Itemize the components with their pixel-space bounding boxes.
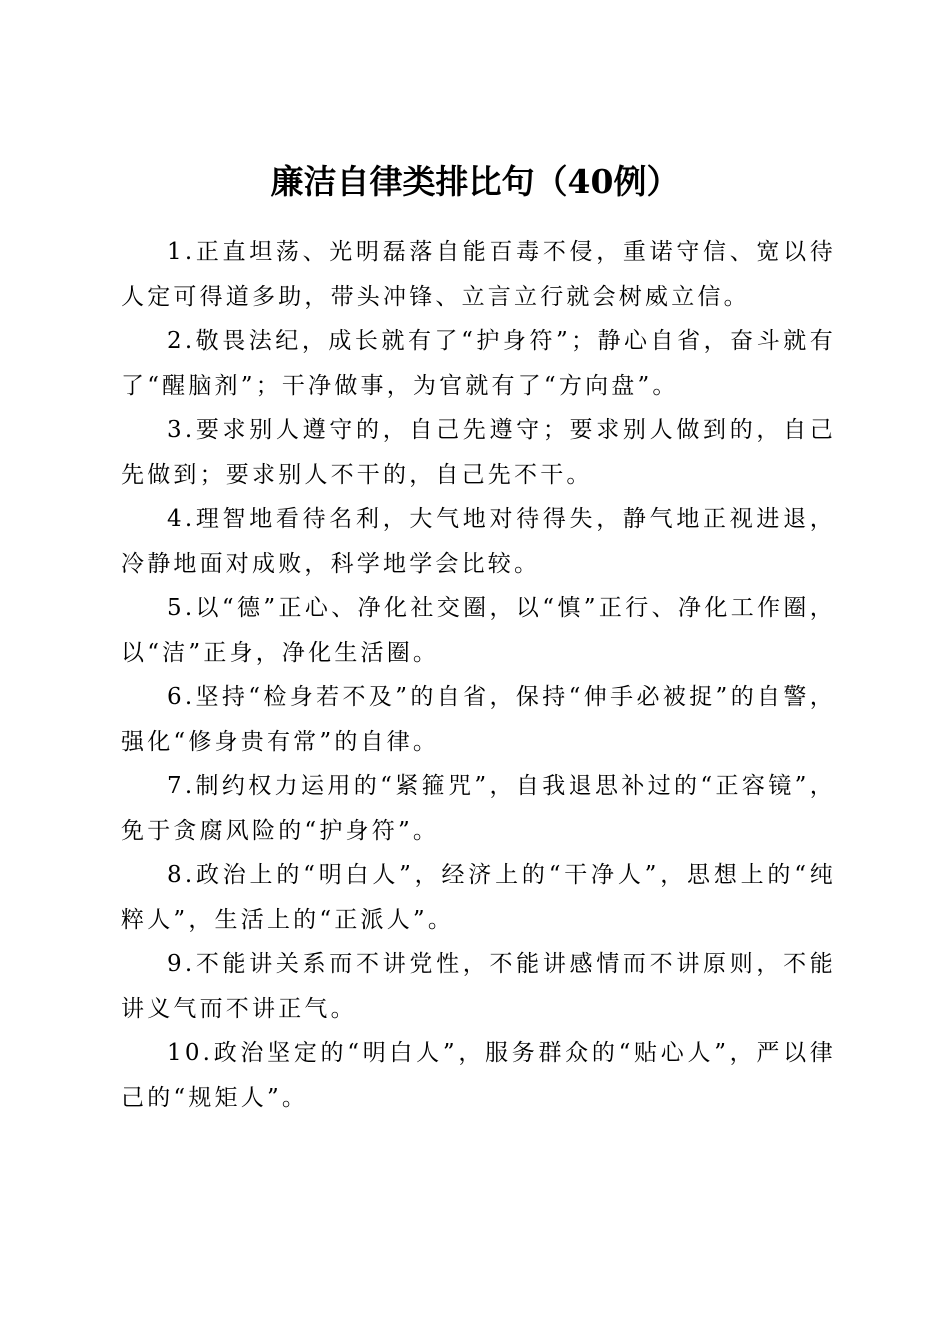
paragraph-4: 4.理智地看待名利，大气地对待得失，静气地正视进退，冷静地面对成败，科学地学会比较。 xyxy=(121,506,836,577)
paragraph-3: 3.要求别人遵守的，自己先遵守；要求别人做到的，自己先做到；要求别人不干的，自己先不干。 xyxy=(121,417,836,488)
paragraph-1: 1.正直坦荡、光明磊落自能百毒不侵，重诺守信、宽以待人定可得道多助，带头冲锋、立言立行就会树威立信。 xyxy=(121,239,836,310)
paragraph-5: 5.以“德”正心、净化社交圈，以“慎”正行、净化工作圈，以“洁”正身，净化生活圈。 xyxy=(121,595,836,666)
paragraph-8: 8.政治上的“明白人”，经济上的“干净人”，思想上的“纯粹人”，生活上的“正派人”。 xyxy=(121,862,836,933)
paragraph-9: 9.不能讲关系而不讲党性，不能讲感情而不讲原则，不能讲义气而不讲正气。 xyxy=(121,951,836,1022)
paragraph-6: 6.坚持“检身若不及”的自省，保持“伸手必被捉”的自警，强化“修身贵有常”的自律。 xyxy=(121,684,836,755)
paragraph-10: 10.政治坚定的“明白人”，服务群众的“贴心人”，严以律己的“规矩人”。 xyxy=(121,1040,836,1111)
document-body xyxy=(121,230,836,1120)
paragraph-2: 2.敬畏法纪，成长就有了“护身符”；静心自省，奋斗就有了“醒脑剂”；干净做事，为官就有了“方向盘”。 xyxy=(121,328,836,399)
paragraph-7: 7.制约权力运用的“紧箍咒”，自我退思补过的“正容镜”，免于贪腐风险的“护身符”。 xyxy=(121,773,836,844)
document-title: 廉洁自律类排比句（40例） xyxy=(270,162,680,202)
